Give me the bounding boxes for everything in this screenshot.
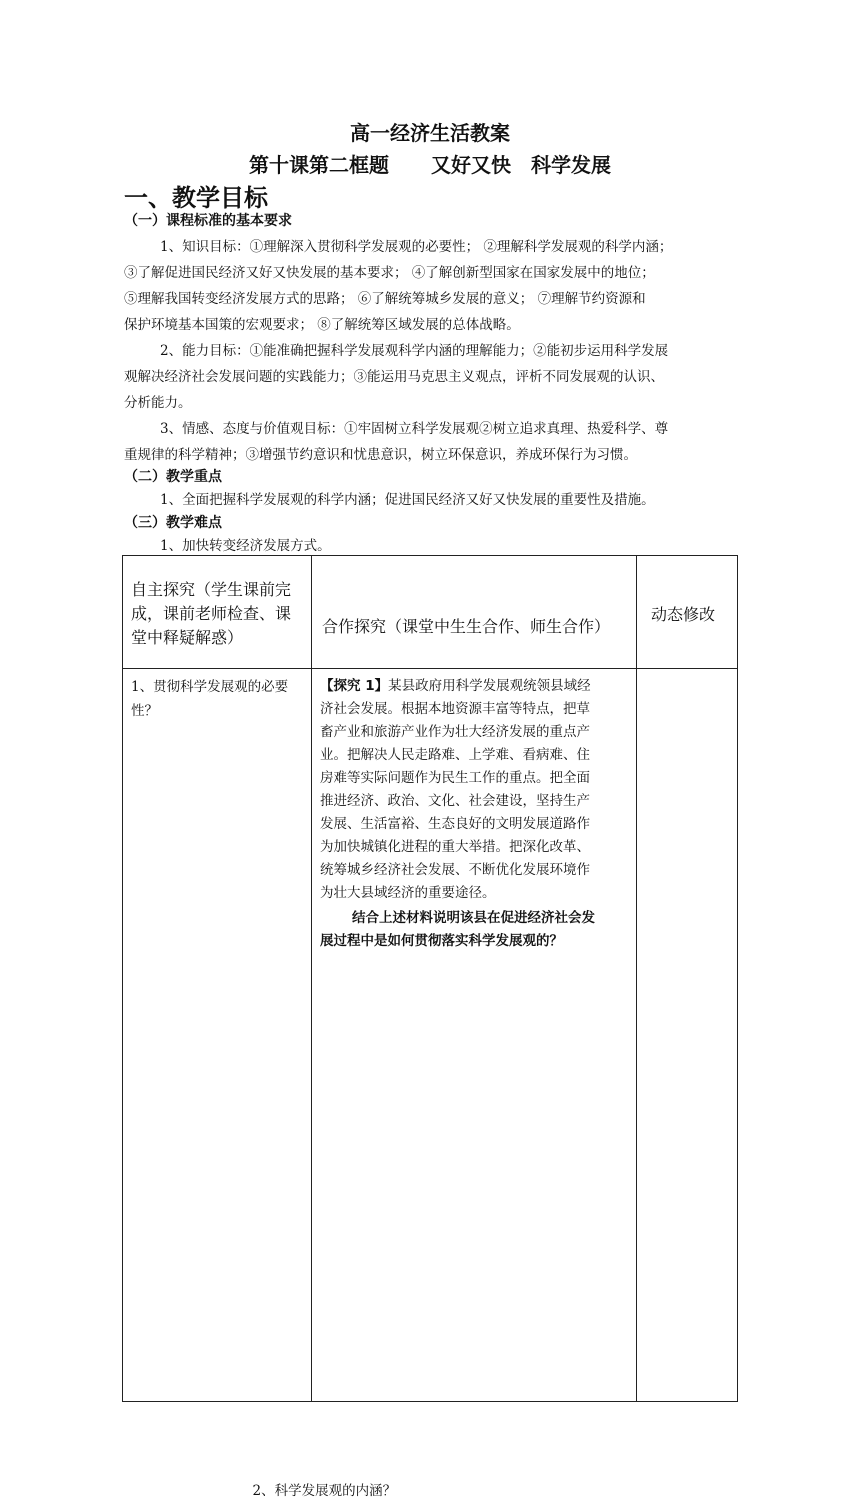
explore-line: 某县政府用科学发展观统领县域经 [388, 678, 591, 694]
goal-line: 1、知识目标：①理解深入贯彻科学发展观的必要性； ②理解科学发展观的科学内涵； [160, 239, 673, 255]
explore-line: 济社会发展。根据本地资源丰富等特点，把草 [320, 701, 590, 717]
revision-cell [637, 669, 738, 1402]
goal-line: 分析能力。 [124, 395, 192, 411]
explore-line: 为壮大县域经济的重要途径。 [320, 885, 496, 901]
header-line: 自主探究（学生课前完 [131, 580, 292, 599]
goal-line: ⑤理解我国转变经济发展方式的思路； ⑥了解统筹城乡发展的意义； ⑦理解节约资源和 [124, 291, 646, 307]
goal-line: 保护环境基本国策的宏观要求； ⑧了解统筹区域发展的总体战略。 [124, 317, 520, 333]
subheading-standards: （一）课程标准的基本要求 [124, 213, 292, 229]
explore-line: 统筹城乡经济社会发展、不断优化发展环境作 [320, 862, 590, 878]
explore-line: 房难等实际问题作为民生工作的重点。把全面 [320, 770, 590, 786]
goal-line: 2、能力目标：①能准确把握科学发展观科学内涵的理解能力；②能初步运用科学发展 [160, 343, 669, 359]
document-title: 高一经济生活教案 [350, 121, 510, 145]
question-1-line: 1、贯彻科学发展观的必要 [131, 679, 289, 695]
question-line: 结合上述材料说明该县在促进经济社会发 [352, 910, 595, 926]
table-body-row [123, 669, 738, 1402]
subheading-difficulties: （三）教学难点 [124, 515, 222, 531]
question-2: 2、科学发展观的内涵？ [252, 1482, 397, 1499]
table-header-row [123, 556, 738, 669]
header-line: 成，课前老师检查、课 [131, 604, 292, 623]
goal-line: ③了解促进国民经济又好又快发展的基本要求； ④了解创新型国家在国家发展中的地位； [124, 265, 655, 281]
explore-line: 为加快城镇化进程的重大举措。把深化改革、 [320, 839, 590, 855]
goal-line: 观解决经济社会发展问题的实践能力；③能运用马克思主义观点，评析不同发展观的认识、 [124, 369, 664, 385]
explore-line: 发展、生活富裕、生态良好的文明发展道路作 [320, 816, 590, 832]
header-cell-revision: 动态修改 [637, 556, 738, 669]
subheading-key-points: （二）教学重点 [124, 469, 222, 485]
explore-line: 业。把解决人民走路难、上学难、看病难、住 [320, 747, 590, 763]
explore-tag: 【探究 1】 [320, 678, 389, 694]
subtitle-part3: 科学发展 [531, 153, 611, 177]
cooperative-cell [312, 669, 637, 1402]
key-point-line: 1、全面把握科学发展观的科学内涵；促进国民经济又好又快发展的重要性及措施。 [160, 492, 655, 508]
subtitle-part2: 又好又快 [431, 153, 511, 177]
goal-line: 3、情感、态度与价值观目标：①牢固树立科学发展观②树立追求真理、热爱科学、尊 [160, 421, 669, 437]
subtitle-part1: 第十课第二框题 [249, 153, 389, 177]
lesson-subtitle [0, 149, 860, 178]
question-line: 展过程中是如何贯彻落实科学发展观的？ [320, 933, 563, 949]
header-line: 堂中释疑解惑） [131, 628, 244, 647]
lesson-table [122, 555, 738, 1499]
goal-line: 重规律的科学精神；③增强节约意识和忧患意识，树立环保意识，养成环保行为习惯。 [124, 447, 637, 463]
explore-line: 推进经济、政治、文化、社会建设，坚持生产 [320, 793, 590, 809]
question-1-line: 性？ [131, 703, 158, 719]
section-heading-goals: 一、教学目标 [124, 184, 268, 212]
header-cell-self-study [123, 556, 312, 669]
difficulty-line: 1、加快转变经济发展方式。 [160, 538, 331, 554]
explore-line: 畜产业和旅游产业作为壮大经济发展的重点产 [320, 724, 590, 740]
header-cell-cooperative: 合作探究（课堂中生生合作、师生合作） [312, 556, 637, 669]
